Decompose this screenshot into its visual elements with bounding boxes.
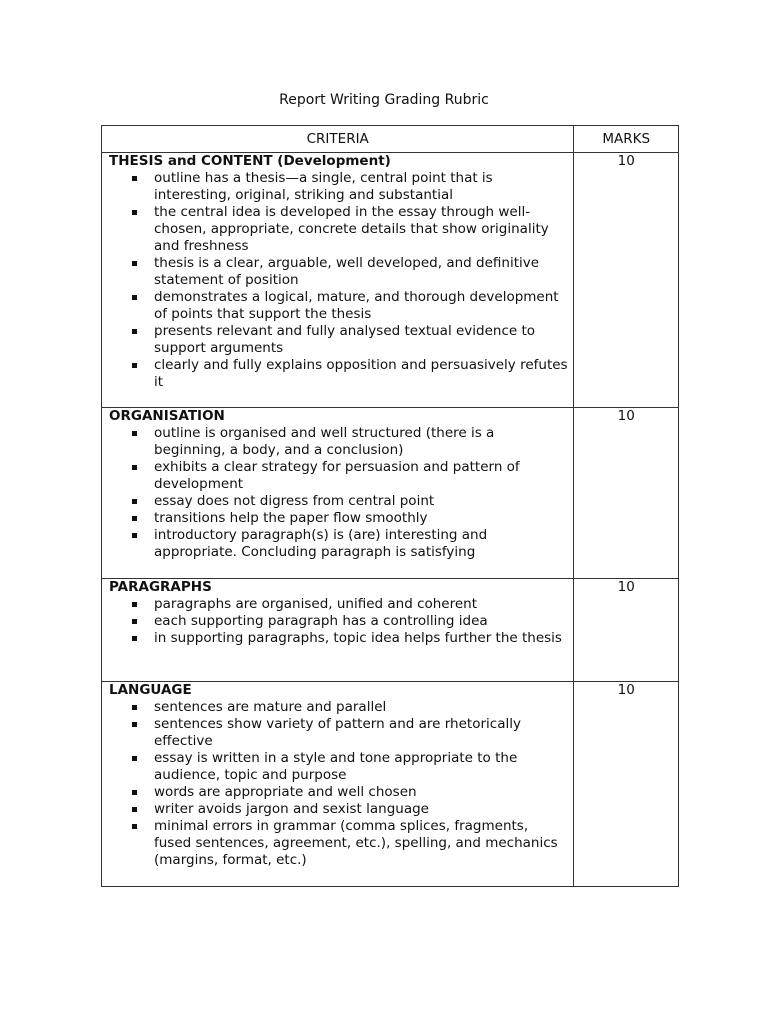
section-title: THESIS and CONTENT (Development)	[109, 153, 391, 169]
square-bullet-icon	[132, 329, 137, 334]
list-item	[154, 750, 569, 784]
list-item	[154, 459, 569, 493]
list-item	[154, 716, 569, 750]
criteria-cell	[102, 408, 574, 579]
square-bullet-icon	[132, 824, 137, 829]
list-item	[154, 596, 569, 613]
criterion-text: essay does not digress from central point	[154, 493, 435, 509]
square-bullet-icon	[132, 363, 137, 368]
criteria-cell	[102, 153, 574, 408]
criterion-text: outline is organised and well structured (there is a beginning, a body, and a conclusion)	[154, 425, 495, 458]
square-bullet-icon	[132, 465, 137, 470]
section-title: PARAGRAPHS	[109, 579, 212, 595]
criterion-text: clearly and fully explains opposition and persuasively refutes it	[154, 357, 568, 390]
square-bullet-icon	[132, 533, 137, 538]
section-title: LANGUAGE	[109, 682, 192, 698]
criterion-text: demonstrates a logical, mature, and thorough development of points that support the thesis	[154, 289, 559, 322]
square-bullet-icon	[132, 499, 137, 504]
list-item	[154, 801, 569, 818]
marks-cell: 10	[574, 153, 679, 408]
list-item	[154, 527, 569, 561]
list-item	[154, 255, 569, 289]
marks-cell: 10	[574, 579, 679, 682]
criterion-text: transitions help the paper flow smoothly	[154, 510, 428, 526]
list-item	[154, 493, 569, 510]
square-bullet-icon	[132, 705, 137, 710]
square-bullet-icon	[132, 619, 137, 624]
square-bullet-icon	[132, 722, 137, 727]
list-item	[154, 510, 569, 527]
criterion-text: paragraphs are organised, unified and coherent	[154, 596, 478, 612]
criterion-text: in supporting paragraphs, topic idea helps further the thesis	[154, 630, 562, 646]
square-bullet-icon	[132, 176, 137, 181]
list-item	[154, 818, 569, 869]
square-bullet-icon	[132, 431, 137, 436]
list-item	[154, 289, 569, 323]
square-bullet-icon	[132, 210, 137, 215]
square-bullet-icon	[132, 295, 137, 300]
square-bullet-icon	[132, 756, 137, 761]
square-bullet-icon	[132, 807, 137, 812]
list-item	[154, 630, 569, 647]
criteria-list	[109, 170, 569, 391]
criterion-text: words are appropriate and well chosen	[154, 784, 417, 800]
criteria-list	[109, 596, 569, 647]
marks-cell: 10	[574, 682, 679, 887]
criterion-text: outline has a thesis—a single, central point that is interesting, original, striking and substantial	[154, 170, 493, 203]
criterion-text: sentences are mature and parallel	[154, 699, 387, 715]
criterion-text: essay is written in a style and tone appropriate to the audience, topic and purpose	[154, 750, 518, 783]
criterion-text: thesis is a clear, arguable, well developed, and definitive statement of position	[154, 255, 540, 288]
list-item	[154, 613, 569, 630]
list-item	[154, 425, 569, 459]
square-bullet-icon	[132, 261, 137, 266]
criteria-cell	[102, 682, 574, 887]
table-row	[102, 682, 679, 887]
list-item	[154, 784, 569, 801]
square-bullet-icon	[132, 602, 137, 607]
list-item	[154, 323, 569, 357]
criterion-text: introductory paragraph(s) is (are) interesting and appropriate. Concluding paragraph is satisfying	[154, 527, 488, 560]
criterion-text: writer avoids jargon and sexist language	[154, 801, 429, 817]
marks-header: MARKS	[574, 126, 679, 153]
criterion-text: exhibits a clear strategy for persuasion and pattern of development	[154, 459, 520, 492]
section-title: ORGANISATION	[109, 408, 225, 424]
square-bullet-icon	[132, 790, 137, 795]
list-item	[154, 357, 569, 391]
criteria-list	[109, 425, 569, 561]
table-header-row	[102, 126, 679, 153]
criterion-text: sentences show variety of pattern and are rhetorically effective	[154, 716, 521, 749]
list-item	[154, 170, 569, 204]
rubric-table	[101, 125, 679, 887]
criteria-list	[109, 699, 569, 869]
marks-cell: 10	[574, 408, 679, 579]
criteria-header: CRITERIA	[102, 126, 574, 153]
square-bullet-icon	[132, 636, 137, 641]
list-item	[154, 204, 569, 255]
list-item	[154, 699, 569, 716]
table-row	[102, 579, 679, 682]
criteria-cell	[102, 579, 574, 682]
document-title: Report Writing Grading Rubric	[279, 92, 489, 108]
square-bullet-icon	[132, 516, 137, 521]
criterion-text: presents relevant and fully analysed textual evidence to support arguments	[154, 323, 536, 356]
criterion-text: minimal errors in grammar (comma splices, fragments, fused sentences, agreement, etc.), spelling, and mechanics (margins, format, etc.)	[154, 818, 558, 868]
criterion-text: each supporting paragraph has a controlling idea	[154, 613, 488, 629]
criterion-text: the central idea is developed in the essay through well-chosen, appropriate, concrete details that show originality and freshness	[154, 204, 549, 254]
table-row	[102, 153, 679, 408]
table-row	[102, 408, 679, 579]
